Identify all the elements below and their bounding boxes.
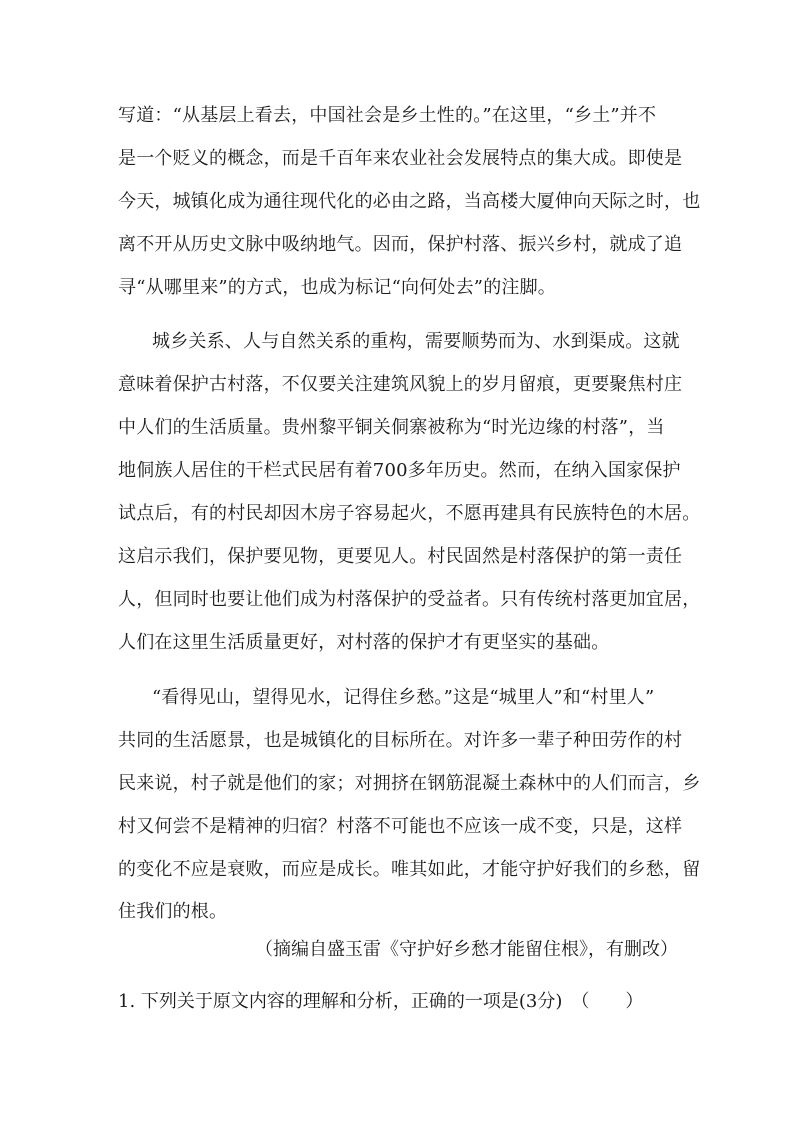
paragraph-3-line-6: 住我们的根。 bbox=[118, 901, 228, 922]
paragraph-3-line-2: 共同的生活愿景，也是城镇化的目标所在。对许多一辈子种田劳作的村 bbox=[118, 730, 683, 751]
paragraph-3-line-1: “看得见山，望得见水，记得住乡愁。”这是“城里人”和“村里人” bbox=[152, 687, 655, 708]
paragraph-2-line-6: 这启示我们，保护要见物，更要见人。村民固然是村落保护的第一责任 bbox=[118, 546, 683, 567]
paragraph-2-line-1: 城乡关系、人与自然关系的重构，需要顺势而为、水到渠成。这就 bbox=[152, 331, 680, 352]
paragraph-2-line-5: 试点后，有的村民却因木房子容易起火，不愿再建具有民族特色的木居。 bbox=[118, 503, 701, 524]
paragraph-2-line-8: 人们在这里生活质量更好，对村落的保护才有更坚实的基础。 bbox=[118, 632, 610, 653]
paragraph-2-line-7: 人，但同时也要让他们成为村落保护的受益者。只有传统村落更加宜居， bbox=[118, 589, 701, 610]
paragraph-1-line-4: 离不开从历史文脉中吸纳地气。因而，保护村落、振兴乡村，就成了追 bbox=[118, 234, 683, 255]
paragraph-2-line-2: 意味着保护古村落，不仅要关注建筑风貌上的岁月留痕，更要聚焦村庄 bbox=[118, 374, 683, 395]
paragraph-2-line-3: 中人们的生活质量。贵州黎平铜关侗寨被称为“时光边缘的村落”，当 bbox=[118, 417, 665, 438]
paragraph-1-line-3: 今天，城镇化成为通往现代化的必由之路，当高楼大厦伸向天际之时，也 bbox=[118, 191, 701, 212]
paragraph-3-line-3: 民来说，村子就是他们的家；对拥挤在钢筋混凝土森林中的人们而言，乡 bbox=[118, 773, 701, 794]
paragraph-3-line-5: 的变化不应是衰败，而应是成长。唯其如此，才能守护好我们的乡愁，留 bbox=[118, 859, 701, 880]
paragraph-3-line-4: 村又何尝不是精神的归宿？村落不可能也不应该一成不变，只是，这样 bbox=[118, 816, 683, 837]
source-citation: （摘编自盛玉雷《守护好乡愁才能留住根》，有删改） bbox=[255, 939, 678, 960]
paragraph-1-line-5: 寻“从哪里来”的方式，也成为标记“向何处去”的注脚。 bbox=[118, 277, 557, 298]
paragraph-1-line-2: 是一个贬义的概念，而是千百年来农业社会发展特点的集大成。即使是 bbox=[118, 148, 683, 169]
paragraph-1-line-1: 写道：“从基层上看去，中国社会是乡土性的。”在这里，“乡土”并不 bbox=[118, 105, 657, 126]
question-1: 1. 下列关于原文内容的理解和分析，正确的一项是(3分) （ ） bbox=[118, 991, 644, 1012]
paragraph-2-line-4: 地侗族人居住的干栏式民居有着700多年历史。然而，在纳入国家保护 bbox=[118, 460, 681, 481]
